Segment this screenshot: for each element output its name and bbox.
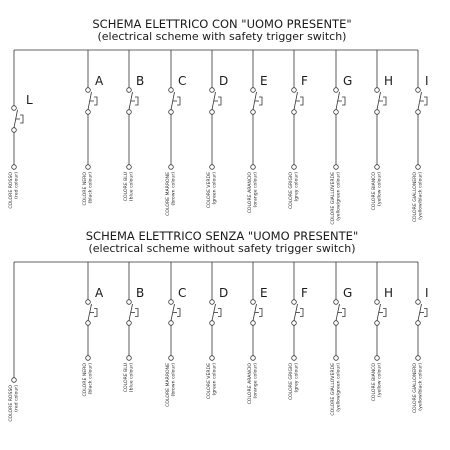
branch-g	[330, 262, 352, 416]
switch-letter: B	[136, 286, 145, 300]
push-button	[135, 97, 138, 105]
push-button	[424, 97, 427, 105]
terminal-node	[86, 321, 91, 326]
switch-letter: G	[343, 286, 353, 300]
end-terminal	[169, 165, 174, 170]
push-button	[300, 97, 303, 105]
push-button	[94, 97, 97, 105]
branch-e	[247, 262, 268, 404]
switch-letter: E	[260, 74, 268, 88]
terminal-node	[210, 110, 215, 115]
terminal-node	[334, 88, 339, 93]
end-terminal	[86, 356, 91, 361]
push-button	[135, 309, 138, 317]
push-button	[218, 309, 221, 317]
switch-letter: C	[178, 286, 187, 300]
branch-c	[165, 262, 186, 407]
branch-c	[165, 50, 186, 216]
terminal-node	[169, 300, 174, 305]
switch-letter: D	[219, 286, 229, 300]
wire-color-label: COLORE ARANCIO(orange colour)	[248, 363, 259, 405]
circuit	[8, 50, 429, 225]
end-terminal	[375, 165, 380, 170]
switch-letter: H	[384, 286, 394, 300]
terminal-node	[127, 88, 132, 93]
terminal-node	[251, 300, 256, 305]
end-terminal	[416, 165, 421, 170]
end-terminal	[127, 356, 132, 361]
terminal-node	[251, 321, 256, 326]
section-subtitle: (electrical scheme without safety trigger switch)	[88, 242, 356, 255]
wire-color-label: COLORE BLU(blue colour)	[124, 172, 135, 202]
wire-color-label: COLORE ROSSO(red colour)	[9, 172, 20, 209]
branch-h	[371, 50, 393, 210]
end-terminal	[375, 356, 380, 361]
terminal-node	[334, 110, 339, 115]
wire-color-label: COLORE GRIGIO(grey colour)	[289, 172, 300, 210]
branch-e	[247, 50, 268, 213]
branch-i	[412, 262, 429, 413]
branch-d	[206, 262, 228, 399]
wire-color-label: COLORE MARRONE(brown colour)	[166, 172, 177, 216]
branch-red	[8, 50, 33, 209]
push-button	[342, 97, 345, 105]
branch-f	[288, 50, 308, 209]
terminal-node	[210, 321, 215, 326]
branch-a	[82, 50, 104, 206]
end-terminal	[12, 165, 17, 170]
terminal-node	[251, 88, 256, 93]
switch-letter: B	[136, 74, 145, 88]
branch-f	[288, 262, 308, 400]
terminal-node	[127, 110, 132, 115]
terminal-node	[375, 88, 380, 93]
push-button	[94, 309, 97, 317]
end-terminal	[210, 356, 215, 361]
terminal-node	[375, 300, 380, 305]
terminal-node	[169, 321, 174, 326]
wire-color-label: COLORE GIALLONERO(yellow/black colour)	[413, 172, 424, 223]
switch-letter: D	[219, 74, 229, 88]
wire-color-label: COLORE VERDE(green colour)	[207, 363, 218, 400]
end-terminal	[292, 165, 297, 170]
terminal-node	[292, 88, 297, 93]
terminal-node	[251, 110, 256, 115]
terminal-node	[169, 110, 174, 115]
terminal-node	[210, 88, 215, 93]
terminal-node	[292, 321, 297, 326]
wire-color-label: COLORE NERO(black colour)	[83, 363, 94, 397]
end-terminal	[251, 356, 256, 361]
section-title: SCHEMA ELETTRICO CON "UOMO PRESENTE"	[92, 17, 352, 31]
push-button	[383, 309, 386, 317]
wire-color-label: COLORE MARRONE(brown colour)	[166, 363, 177, 407]
push-button	[259, 97, 262, 105]
switch-letter: F	[301, 74, 308, 88]
branch-red	[8, 262, 20, 422]
switch-letter: I	[425, 74, 429, 88]
push-button	[424, 309, 427, 317]
switch-letter: E	[260, 286, 268, 300]
push-button	[177, 309, 180, 317]
end-terminal	[127, 165, 132, 170]
section-without-safety-switch	[8, 229, 429, 422]
branch-i	[412, 50, 429, 222]
end-terminal	[86, 165, 91, 170]
terminal-node	[375, 110, 380, 115]
push-button	[383, 97, 386, 105]
terminal-node	[375, 321, 380, 326]
terminal-node	[416, 300, 421, 305]
switch-letter: C	[178, 74, 187, 88]
circuit	[8, 262, 429, 422]
terminal-node	[416, 110, 421, 115]
end-terminal	[416, 356, 421, 361]
terminal-node	[334, 321, 339, 326]
end-terminal	[210, 165, 215, 170]
switch-letter: A	[95, 286, 104, 300]
terminal-node	[416, 321, 421, 326]
wire-color-label: COLORE GIALLOVERDE(yellow/green colour)	[331, 172, 342, 225]
terminal-node	[12, 128, 17, 133]
section-with-safety-switch	[8, 17, 429, 225]
terminal-node	[292, 110, 297, 115]
switch-letter: I	[425, 286, 429, 300]
terminal-node	[127, 321, 132, 326]
push-button	[20, 115, 23, 123]
terminal-node	[416, 88, 421, 93]
wire-color-label: COLORE BIANCO(yellow colour)	[372, 172, 383, 211]
wire-color-label: COLORE GIALLOVERDE(yellow/green colour)	[331, 363, 342, 416]
push-button	[177, 97, 180, 105]
section-subtitle: (electrical scheme with safety trigger switch)	[97, 30, 347, 43]
terminal-node	[86, 300, 91, 305]
terminal-node	[127, 300, 132, 305]
end-terminal	[169, 356, 174, 361]
wire-color-label: COLORE GIALLONERO(yellow/black colour)	[413, 363, 424, 414]
end-terminal	[334, 165, 339, 170]
terminal-node	[292, 300, 297, 305]
end-terminal	[334, 356, 339, 361]
switch-letter: L	[26, 93, 33, 107]
push-button	[300, 309, 303, 317]
end-terminal	[292, 356, 297, 361]
terminal-node	[334, 300, 339, 305]
switch-letter: H	[384, 74, 394, 88]
push-button	[218, 97, 221, 105]
branch-d	[206, 50, 228, 208]
wire-color-label: COLORE VERDE(green colour)	[207, 172, 218, 209]
wire-color-label: COLORE ROSSO(red colour)	[9, 385, 20, 422]
wire-color-label: COLORE BLU(blue colour)	[124, 363, 135, 393]
terminal-node	[210, 300, 215, 305]
terminal-node	[86, 88, 91, 93]
push-button	[259, 309, 262, 317]
wire-color-label: COLORE ARANCIO(orange colour)	[248, 172, 259, 214]
branch-b	[123, 50, 144, 201]
end-terminal	[12, 378, 17, 383]
switch-letter: A	[95, 74, 104, 88]
wire-color-label: COLORE NERO(black colour)	[83, 172, 94, 206]
push-button	[342, 309, 345, 317]
wire-color-label: COLORE GRIGIO(grey colour)	[289, 363, 300, 401]
branch-g	[330, 50, 352, 225]
terminal-node	[86, 110, 91, 115]
terminal-node	[169, 88, 174, 93]
terminal-node	[12, 106, 17, 111]
switch-letter: G	[343, 74, 353, 88]
branch-h	[371, 262, 393, 401]
switch-letter: F	[301, 286, 308, 300]
branch-a	[82, 262, 104, 397]
end-terminal	[251, 165, 256, 170]
branch-b	[123, 262, 144, 392]
wire-color-label: COLORE BIANCO(yellow colour)	[372, 363, 383, 402]
section-title: SCHEMA ELETTRICO SENZA "UOMO PRESENTE"	[85, 229, 359, 243]
